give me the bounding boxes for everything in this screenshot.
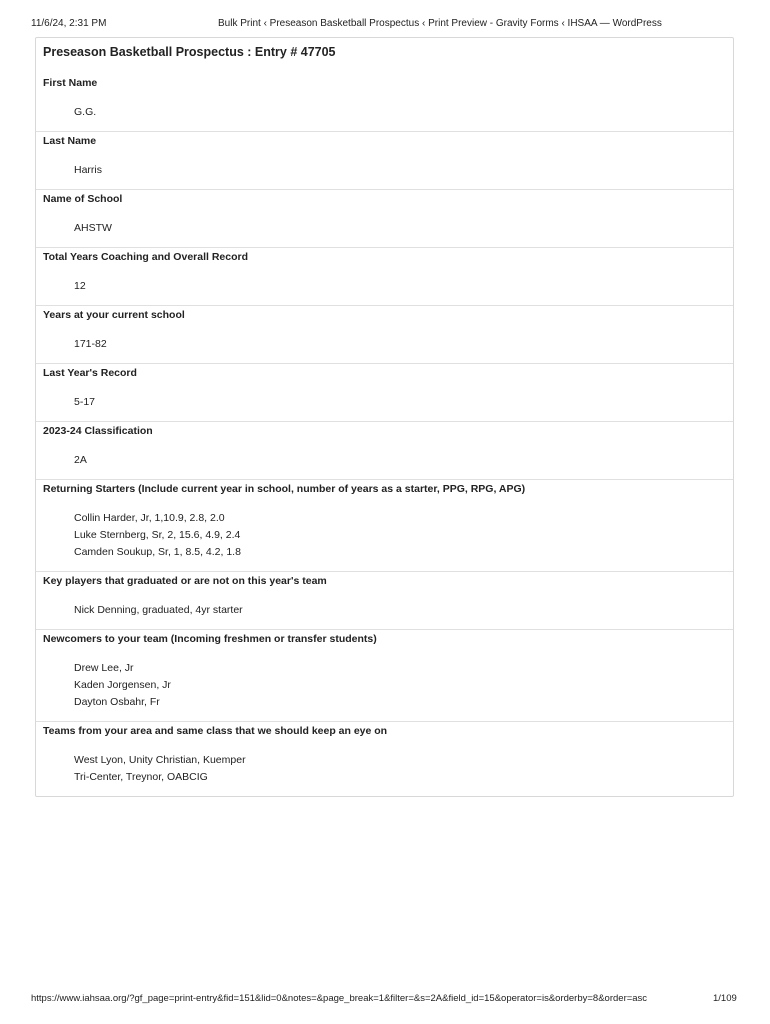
field-value-line: G.G.: [74, 106, 97, 118]
page-number: 1/109: [713, 993, 737, 1004]
field-value-line: 5-17: [74, 396, 96, 408]
field-label: Newcomers to your team (Incoming freshmen or transfer students): [43, 633, 377, 645]
field-value-line: Luke Sternberg, Sr, 2, 15.6, 4.9, 2.4: [74, 529, 241, 541]
print-page-title: Bulk Print ‹ Preseason Basketball Prospectus ‹ Print Preview - Gravity Forms ‹ IHSAA — WordPress: [218, 18, 662, 29]
field-value: [36, 510, 733, 571]
entry-card: [35, 37, 734, 797]
entry-field: [36, 364, 733, 422]
entry-field: [36, 422, 733, 480]
field-label: Last Name: [43, 135, 97, 147]
entry-field: [36, 722, 733, 796]
field-value-line: 2A: [74, 454, 87, 466]
field-value: [36, 394, 733, 421]
field-value: [36, 602, 733, 629]
print-date: 11/6/24, 2:31 PM: [31, 18, 107, 29]
field-label: First Name: [43, 77, 98, 89]
field-value: [36, 104, 733, 131]
entry-field: [36, 190, 733, 248]
field-label: Key players that graduated or are not on this year's team: [43, 575, 327, 587]
field-value-line: Camden Soukup, Sr, 1, 8.5, 4.2, 1.8: [74, 546, 241, 558]
field-value: [36, 452, 733, 479]
field-value-line: West Lyon, Unity Christian, Kuemper: [74, 754, 246, 766]
entry-field: [36, 306, 733, 364]
field-value-line: Kaden Jorgensen, Jr: [74, 679, 171, 691]
entry-field: [36, 480, 733, 572]
field-value-line: 171-82: [74, 338, 107, 350]
entry-field: [36, 630, 733, 722]
entry-field: [36, 572, 733, 630]
field-value: [36, 752, 733, 796]
field-value-line: AHSTW: [74, 222, 112, 234]
field-value-line: Dayton Osbahr, Fr: [74, 696, 160, 708]
field-label: Name of School: [43, 193, 123, 205]
field-value: [36, 220, 733, 247]
entry-field: [36, 248, 733, 306]
entry-field: [36, 132, 733, 190]
field-value-line: Tri-Center, Treynor, OABCIG: [74, 771, 208, 783]
field-label: Returning Starters (Include current year in school, number of years as a starter, PPG, RPG, APG): [43, 483, 526, 495]
field-value: [36, 278, 733, 305]
field-value: [36, 162, 733, 189]
field-label: 2023-24 Classification: [43, 425, 153, 437]
field-value-line: 12: [74, 280, 86, 292]
field-list: [36, 74, 733, 796]
entry-title: Preseason Basketball Prospectus : Entry # 47705: [43, 45, 336, 59]
field-label: Last Year's Record: [43, 367, 137, 379]
field-value-line: Nick Denning, graduated, 4yr starter: [74, 604, 243, 616]
field-value: [36, 660, 733, 721]
print-url: https://www.iahsaa.org/?gf_page=print-entry&fid=151&lid=0&notes=&page_break=1&filter=&s=2A&field_id=15&operator=is&orderby=8&order=asc: [31, 993, 648, 1004]
field-label: Years at your current school: [43, 309, 185, 321]
field-value-line: Harris: [74, 164, 102, 176]
field-value-line: Drew Lee, Jr: [74, 662, 134, 674]
field-value-line: Collin Harder, Jr, 1,10.9, 2.8, 2.0: [74, 512, 225, 524]
field-label: Total Years Coaching and Overall Record: [43, 251, 249, 263]
field-label: Teams from your area and same class that we should keep an eye on: [43, 725, 388, 737]
entry-field: [36, 74, 733, 132]
field-value: [36, 336, 733, 363]
